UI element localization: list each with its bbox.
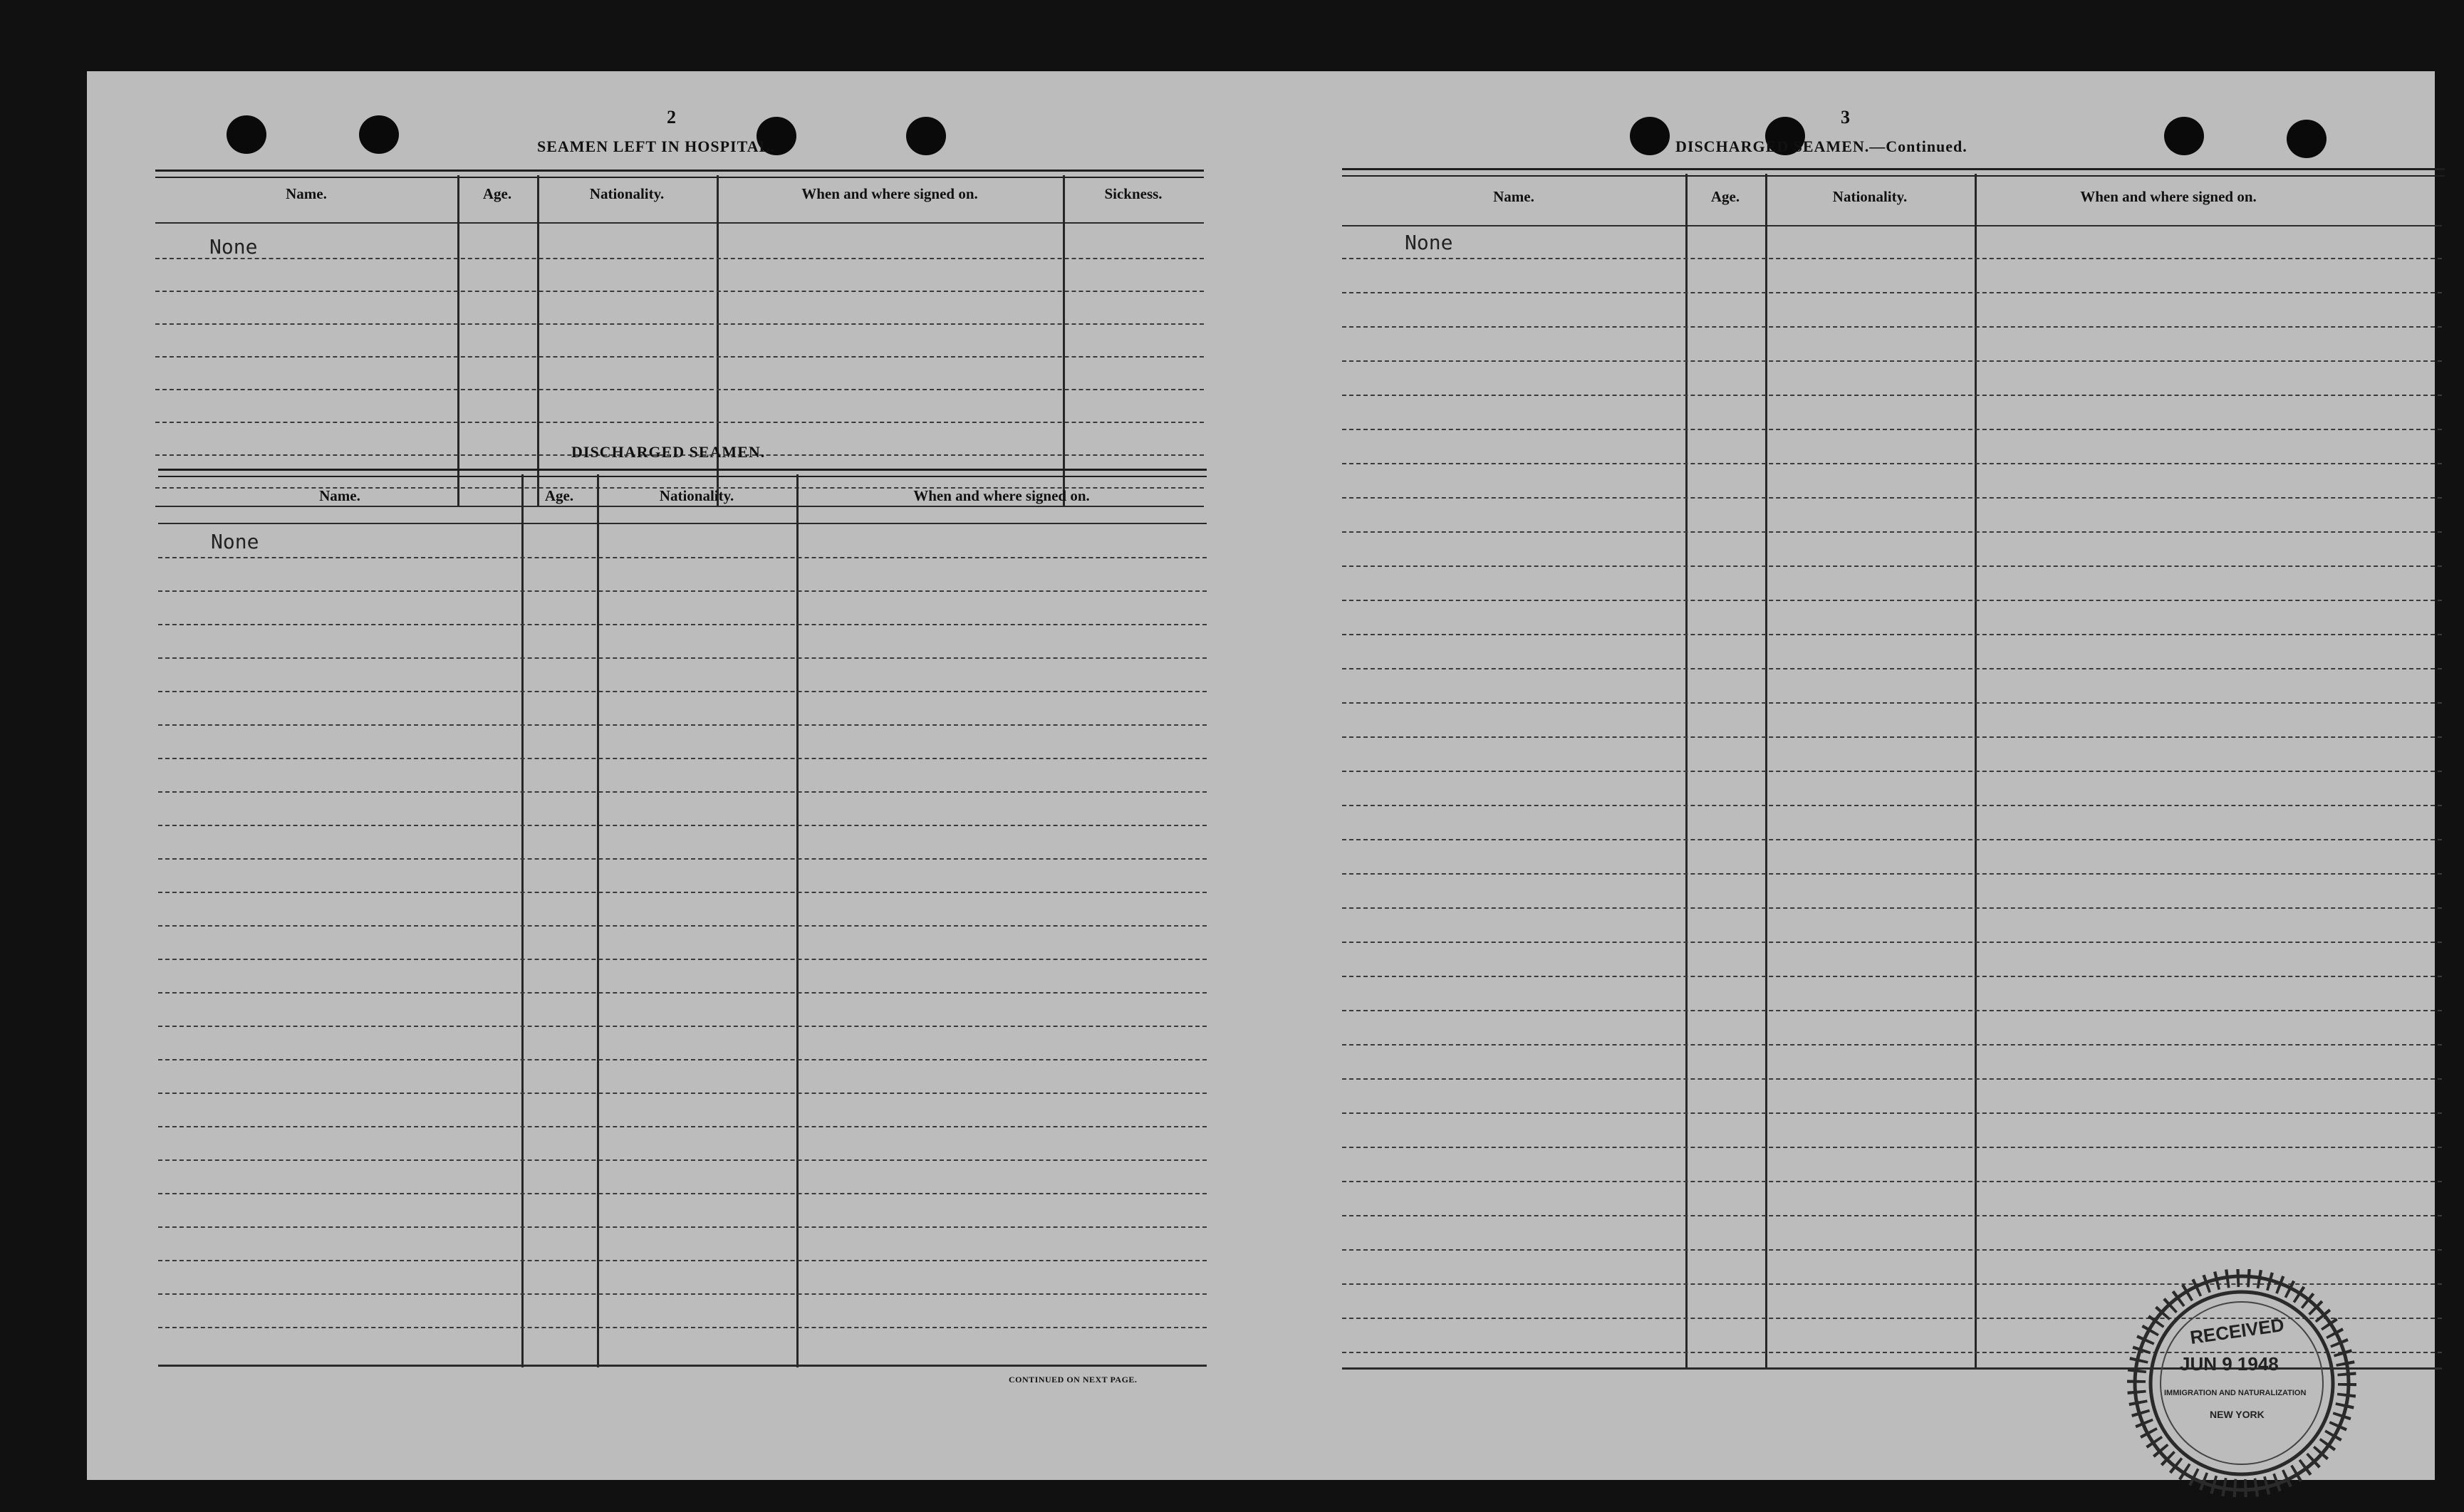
column-header-age: Age. [1710,188,1740,205]
page-number-left: 2 [667,107,676,127]
stamp-ring-graphic [2124,1269,2359,1497]
column-header-nationality: Nationality. [659,487,734,504]
hospital-section-title: SEAMEN LEFT IN HOSPITAL. [537,137,775,155]
column-header-age: Age. [544,487,574,504]
punch-hole [2164,117,2204,155]
punch-hole [906,117,946,155]
page-number-right: 3 [1841,107,1850,127]
column-header-name: Name. [1493,188,1534,205]
stamp-date: JUN 9 1948 [2180,1353,2279,1375]
column-header-age: Age. [482,185,512,202]
discharged-continued-entry-none: None [1405,231,1453,254]
stamp-agency: IMMIGRATION AND NATURALIZATION [2164,1389,2307,1397]
hospital-entry-none: None [209,235,258,259]
discharged-entry-none: None [211,530,259,553]
column-header-nationality: Nationality. [1832,188,1908,205]
punch-hole [227,115,266,154]
column-header-name: Name. [286,185,327,202]
discharged-continued-title: DISCHARGED SEAMEN.—Continued. [1675,137,1967,155]
column-header-signed-on: When and where signed on. [2080,188,2257,205]
column-header-name: Name. [319,487,360,504]
discharged-table [158,469,1207,1366]
discharged-section-title: DISCHARGED SEAMEN. [571,443,766,461]
received-stamp [2124,1269,2359,1497]
punch-hole [2287,120,2327,158]
discharged-continued-table [1342,168,2445,1375]
column-header-nationality: Nationality. [589,185,665,202]
document-sheet [87,71,2435,1480]
column-header-sickness: Sickness. [1104,185,1163,202]
column-header-signed-on: When and where signed on. [913,487,1090,504]
stamp-received: RECEIVED [2188,1313,2286,1349]
punch-hole [1630,117,1670,155]
continued-footnote: CONTINUED ON NEXT PAGE. [1009,1375,1138,1385]
punch-hole [359,115,399,154]
column-header-signed-on: When and where signed on. [801,185,978,202]
stamp-city: NEW YORK [2210,1409,2265,1420]
